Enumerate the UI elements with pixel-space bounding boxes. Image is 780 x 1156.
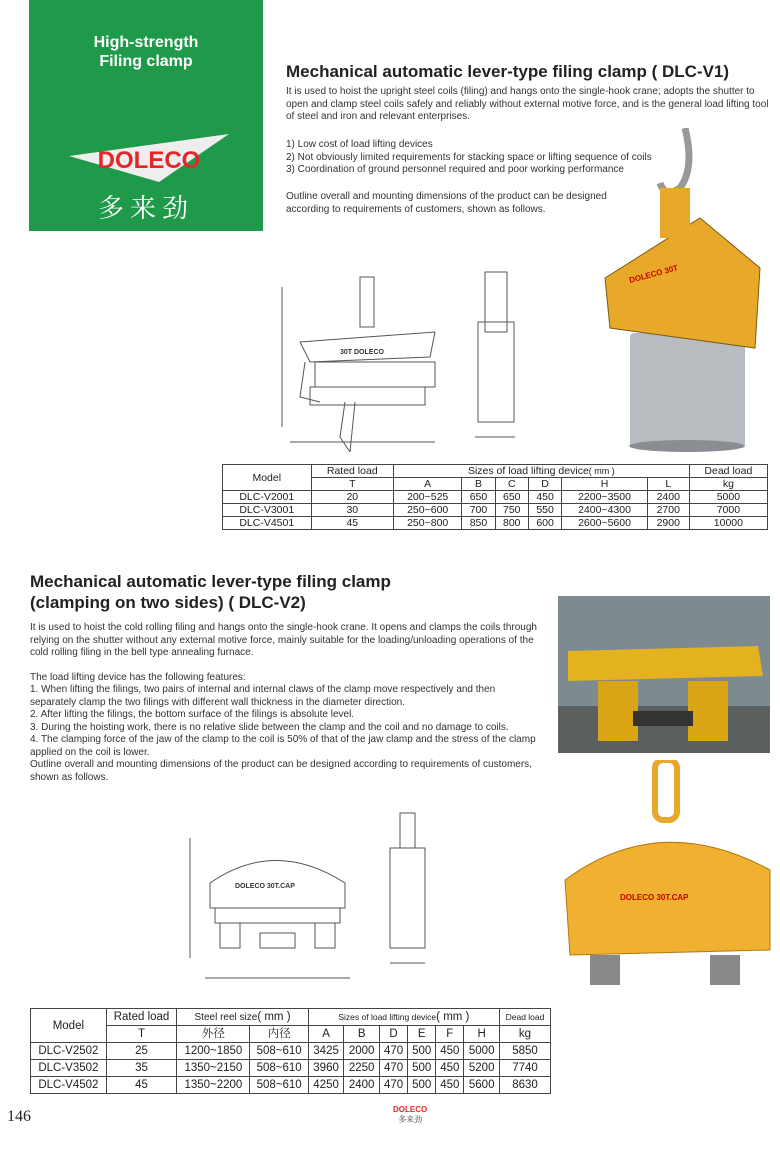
subheader-cell: T [311,478,394,491]
feature: 2. After lifting the filings, the bottom surface of the filings is absolute level. [30,709,355,720]
subheader-cell: B [344,1026,380,1043]
header-sizes-label: Sizes of load lifting device [338,1012,437,1022]
subheader-cell: B [462,478,495,491]
subheader-cell: H [562,478,648,491]
table-cell: 450 [436,1043,464,1060]
table-cell: 2400 [647,491,689,504]
subheader-cell: 外径 [177,1026,250,1043]
subheader-cell: C [495,478,528,491]
section1-outline: Outline overall and mounting dimensions of the product can be designed according to requirements of customers, shown as follows. [286,191,607,215]
subheader-cell: F [436,1026,464,1043]
table-cell: 250~600 [394,504,462,517]
footer-logo [393,1105,427,1125]
subheader-cell: L [647,478,689,491]
table-cell: DLC-V3502 [31,1060,107,1077]
table-row [223,491,768,504]
table-cell: 5000 [464,1043,500,1060]
table-cell: 200~525 [394,491,462,504]
features-title: The load lifting device has the following features: [30,671,246,683]
table-cell: 35 [106,1060,177,1077]
table-cell: 30 [311,504,394,517]
table-cell: 700 [462,504,495,517]
section2-intro: It is used to hoist the cold rolling filing and hangs onto the single-hook crane. It opens and clamps the coils through relying on the shutter without any external motive force, mainly suitable for the loading/unloading operations of the cold rolling filing in the bell type annealing furnace. [30,622,537,658]
table-cell: 2600~5600 [562,517,648,530]
header-rated-load: Rated load [106,1009,177,1026]
table-cell: 250~800 [394,517,462,530]
feature: 4. The clamping force of the jaw of the clamp to the coil is 50% of that of the jaw clamp and the stress of the clamp applied on the coil is lower. [30,734,536,758]
table-cell: 45 [106,1077,177,1094]
table-cell: 450 [528,491,561,504]
section2-title-line2: (clamping on two sides) ( DLC-V2) [30,593,306,612]
table-cell: 4250 [308,1077,344,1094]
table-row [31,1077,551,1094]
subheader-cell: H [464,1026,500,1043]
table-cell: 500 [408,1043,436,1060]
table-cell: 10000 [689,517,767,530]
header-dead-load: Dead load [499,1009,550,1026]
brand-chinese-name: 多来劲 [97,193,194,223]
header-reel-unit: ( mm ) [257,1010,291,1023]
table-cell: 2400 [344,1077,380,1094]
table-cell: 750 [495,504,528,517]
table-cell: 500 [408,1060,436,1077]
subheader-cell: T [106,1026,177,1043]
table-cell: DLC-V4502 [31,1077,107,1094]
table-cell: 5000 [689,491,767,504]
drawing-label: 30T DOLECO [340,349,384,356]
dlc-v2-photo [558,596,770,753]
table-cell: 3960 [308,1060,344,1077]
table-cell: 7740 [499,1060,550,1077]
table-row [31,1060,551,1077]
table-cell: 1350~2150 [177,1060,250,1077]
subheader-cell: E [408,1026,436,1043]
table-cell: 2900 [647,517,689,530]
table-cell: 1200~1850 [177,1043,250,1060]
dlc-v2-drawing [185,808,445,988]
table-cell: 470 [379,1077,407,1094]
table-cell: 2200~3500 [562,491,648,504]
subheader-cell: 内径 [250,1026,308,1043]
table-cell: 600 [528,517,561,530]
table-cell: 850 [462,517,495,530]
table-cell: 45 [311,517,394,530]
table-cell: 550 [528,504,561,517]
table-cell: DLC-V2001 [223,491,312,504]
render-label: DOLECO 30T.CAP [620,893,689,902]
table-cell: 470 [379,1043,407,1060]
table-cell: 800 [495,517,528,530]
table-cell: 7000 [689,504,767,517]
brand-title-line1: High-strength [93,34,199,51]
table-cell: 500 [408,1077,436,1094]
table-cell: 1350~2200 [177,1077,250,1094]
table-cell: 2000 [344,1043,380,1060]
header-model: Model [223,465,312,491]
footer-logo-cn: 多来劲 [398,1115,423,1124]
section2-outline: Outline overall and mounting dimensions of the product can be designed according to requirements of customers, shown as follows. [30,759,532,783]
table-cell: 20 [311,491,394,504]
table-cell: 650 [462,491,495,504]
table-cell: DLC-V4501 [223,517,312,530]
section1-title: Mechanical automatic lever-type filing clamp ( DLC-V1) [286,62,730,81]
header-unit: ( mm ) [588,466,615,476]
drawing-label: DOLECO 30T.CAP [235,883,295,890]
subheader-cell: kg [499,1026,550,1043]
header-sizes [394,465,690,478]
table-cell: 650 [495,491,528,504]
table-cell: 5200 [464,1060,500,1077]
subheader-cell: D [379,1026,407,1043]
dlc-v2-render [560,760,775,992]
section2-title-line1: Mechanical automatic lever-type filing clamp [30,572,391,591]
feature: 1. When lifting the filings, two pairs of internal and internal claws of the clamp move respectively and then separately clamp the two filings with different wall thickness in the diameter direction. [30,684,496,708]
table-cell: 508~610 [250,1060,308,1077]
table-cell: 2400~4300 [562,504,648,517]
table-cell: 3425 [308,1043,344,1060]
table-cell: 2700 [647,504,689,517]
subheader-cell: kg [689,478,767,491]
dlc-v1-photo [590,128,775,453]
table-cell: 2250 [344,1060,380,1077]
table-cell: DLC-V3001 [223,504,312,517]
table-cell: 5850 [499,1043,550,1060]
photo-label: DOLECO 30T [628,263,680,285]
table-cell: 25 [106,1043,177,1060]
point: 2) Not obviously limited requirements for stacking space or lifting sequence of coils [286,151,652,163]
section2-text [30,622,540,784]
table-cell: 450 [436,1077,464,1094]
table-cell: 508~610 [250,1077,308,1094]
header-sizes-label: Sizes of load lifting device [467,465,589,477]
subheader-cell: A [308,1026,344,1043]
dlc-v1-drawing [270,262,540,452]
header-model: Model [31,1009,107,1043]
header-rated-load: Rated load [311,465,394,478]
section1-intro: It is used to hoist the upright steel coils (filing) and hangs onto the single-hook crane; adopts the shutter to open and clamp steel coils safely and reliably without external motive force, and is the general load lifting tool of steel and iron and relevant enterprises. [286,86,769,122]
header-reel-label: Steel reel size [194,1011,258,1023]
table-cell: 508~610 [250,1043,308,1060]
table-cell: 8630 [499,1077,550,1094]
header-dead-load: Dead load [689,465,767,478]
header-reel [177,1009,308,1026]
table-row [223,504,768,517]
header-unit: ( mm ) [436,1011,470,1023]
brand-title [29,33,263,71]
dlc-v1-spec-table [222,464,768,530]
table-cell: 450 [436,1060,464,1077]
table-row [31,1043,551,1060]
brand-panel [29,0,263,231]
brand-title-line2: Filing clamp [99,53,193,70]
footer-logo-text: DOLECO [393,1105,428,1114]
table-row [223,517,768,530]
table-cell: 470 [379,1060,407,1077]
header-sizes [308,1009,499,1026]
page-number: 146 [7,1108,31,1125]
dlc-v2-spec-table [30,1008,551,1094]
subheader-cell: A [394,478,462,491]
table-cell: DLC-V2502 [31,1043,107,1060]
feature: 3. During the hoisting work, there is no relative slide between the clamp and the coil and no damage to coils. [30,721,509,733]
doleco-logo [69,132,229,182]
subheader-cell: D [528,478,561,491]
point: 3) Coordination of ground personnel required and poor working performance [286,164,624,175]
section2-title [30,571,391,613]
table-cell: 5600 [464,1077,500,1094]
point: 1) Low cost of load lifting devices [286,139,433,150]
svg-text:DOLECO: DOLECO [97,147,201,174]
